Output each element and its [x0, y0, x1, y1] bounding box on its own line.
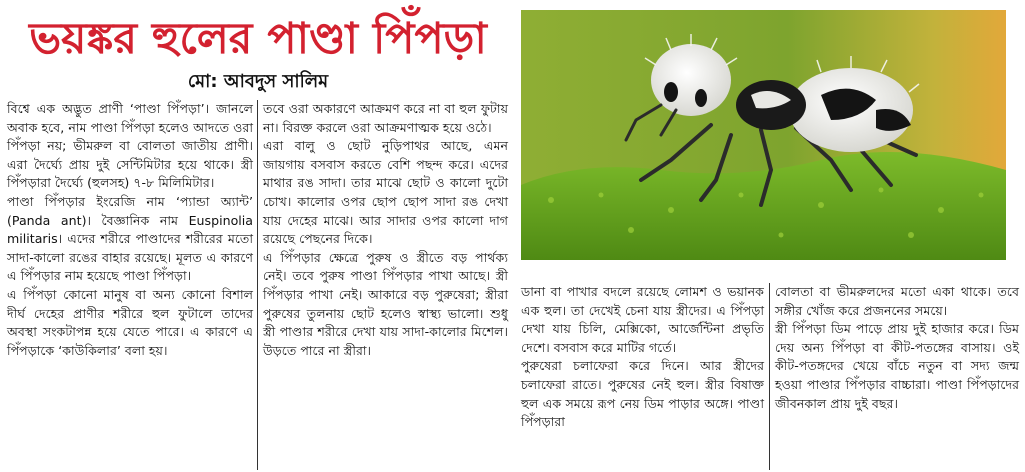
paragraph: বোলতা বা ভীমরুলদের মতো একা থাকে। তবে সঙ্গীর খোঁজ করে প্রজননের সময়ে। — [775, 284, 1019, 318]
paragraph: এ পিঁপড়ার ক্ষেত্রে পুরুষ ও স্ত্রীতে বড় পার্থক্য নেই। তবে পুরুষ পাণ্ডা পিঁপড়ার পাখা আছে। স্ত্রী পিঁপড়ার পাখা নেই। আকারে বড় পুরুষেরা; স্ত্রীরা পুরুষের তুলনায় ছোট হলেও স্বাস্থ্য ভালো। শুধু স্ত্রী পাণ্ডার শরীরে দেখা যায় সাদা-কালোর মিশেল। উড়তে পারে না স্ত্রীরা। — [263, 249, 508, 358]
headline: ভয়ঙ্কর হুলের পাণ্ডা পিঁপড়া — [29, 14, 487, 64]
panda-ant-illustration — [521, 10, 1006, 260]
column-divider — [257, 100, 258, 470]
paragraph: স্ত্রী পিঁপড়া ডিম পাড়ে প্রায় দুই হাজার করে। ডিম দেয় অন্য পিঁপড়া বা কীট-পতঙ্গের বাসায়। ওই কীট-পতঙ্গদের খেয়ে বাঁচে নতুন বা সদ্য জন্ম হওয়া পাণ্ডার পিঁপড়ার বাচ্চারা। পাণ্ডা পিঁপড়াদের জীবনকাল প্রায় দুই বছর। — [775, 321, 1019, 411]
byline: মো: আবদুস সালিম — [187, 71, 329, 92]
paragraph: এরা বালু ও ছোট নুড়িপাথর আছে, এমন জায়গায় বসবাস করতে বেশি পছন্দ করে। এদের মাথার রঙ সাদা। তার মাঝে ছোট ও কালো দুটো চোখ। কালোর ওপর ছোপ ছোপ সাদা রঙ দেখা যায় দেহের মাঝে। আর সাদার ওপর কালো দাগ রয়েছে পেছনের দিকে। — [263, 138, 508, 247]
paragraph: পুরুষেরা চলাফেরা করে দিনে। আর স্ত্রীদের চলাফেরা রাতে। পুরুষের নেই হুল। স্ত্রীর বিষাক্ত হুল এক সময়ে রূপ নেয় ডিম পাড়ার অঙ্গে। পাণ্ডা পিঁপড়ারা — [521, 358, 764, 430]
column-4 — [775, 283, 1019, 413]
column-3 — [521, 283, 764, 432]
paragraph: বিশ্বে এক অদ্ভুত প্রাণী ‘পাণ্ডা পিঁপড়া’। জানলে অবাক হবে, নাম পাণ্ডা পিঁপড়া হলেও আদতে ওরা পিঁপড়া নয়; ভীমরুল বা বোলতা জাতীয় প্রাণী। এরা দৈর্ঘ্যে প্রায় দুই সেন্টিমিটার হয়ে থাকে। স্ত্রী পিঁপড়ারা দৈর্ঘ্যে (হুলসহ) ৭-৮ মিলিমিটার। — [7, 101, 253, 191]
paragraph: তবে ওরা অকারণে আক্রমণ করে না বা হুল ফুটায় না। বিরক্ত করলে ওরা আক্রমণাত্মক হয়ে ওঠে। — [263, 101, 508, 135]
column-divider — [769, 283, 770, 470]
column-2 — [263, 100, 508, 360]
paragraph: পাণ্ডা পিঁপড়ার ইংরেজি নাম ‘প্যান্ডা অ্যান্ট’ (Panda ant)। বৈজ্ঞানিক নাম Euspinolia militaris। এদের শরীরে পাণ্ডাদের শরীরের মতো সাদা-কালো রঙের বাহার রয়েছে। মূলত এ কারণে এ পিঁপড়ার নাম হয়েছে পাণ্ডা পিঁপড়া। — [7, 193, 253, 284]
paragraph: এ পিঁপড়া কোনো মানুষ বা অন্য কোনো বিশাল দীর্ঘ দেহের প্রাণীর শরীরে হুল ফুটালে তাদের অবস্থা সংকটাপন্ন হয়ে যেতে পারে। এ কারণে এ পিঁপড়াকে ‘কাউকিলার’ বলা হয়। — [7, 286, 253, 358]
column-1 — [7, 100, 253, 360]
paragraph: ডানা বা পাখার বদলে রয়েছে লোমশ ও ভয়ানক এক হুল। তা দেখেই চেনা যায় স্ত্রীদের। এ পিঁপড়া দেখা যায় চিলি, মেক্সিকো, আর্জেন্টিনা প্রভৃতি দেশে। বসবাস করে মাটির গর্তে। — [521, 284, 764, 355]
panda-ant-photo — [521, 10, 1006, 260]
